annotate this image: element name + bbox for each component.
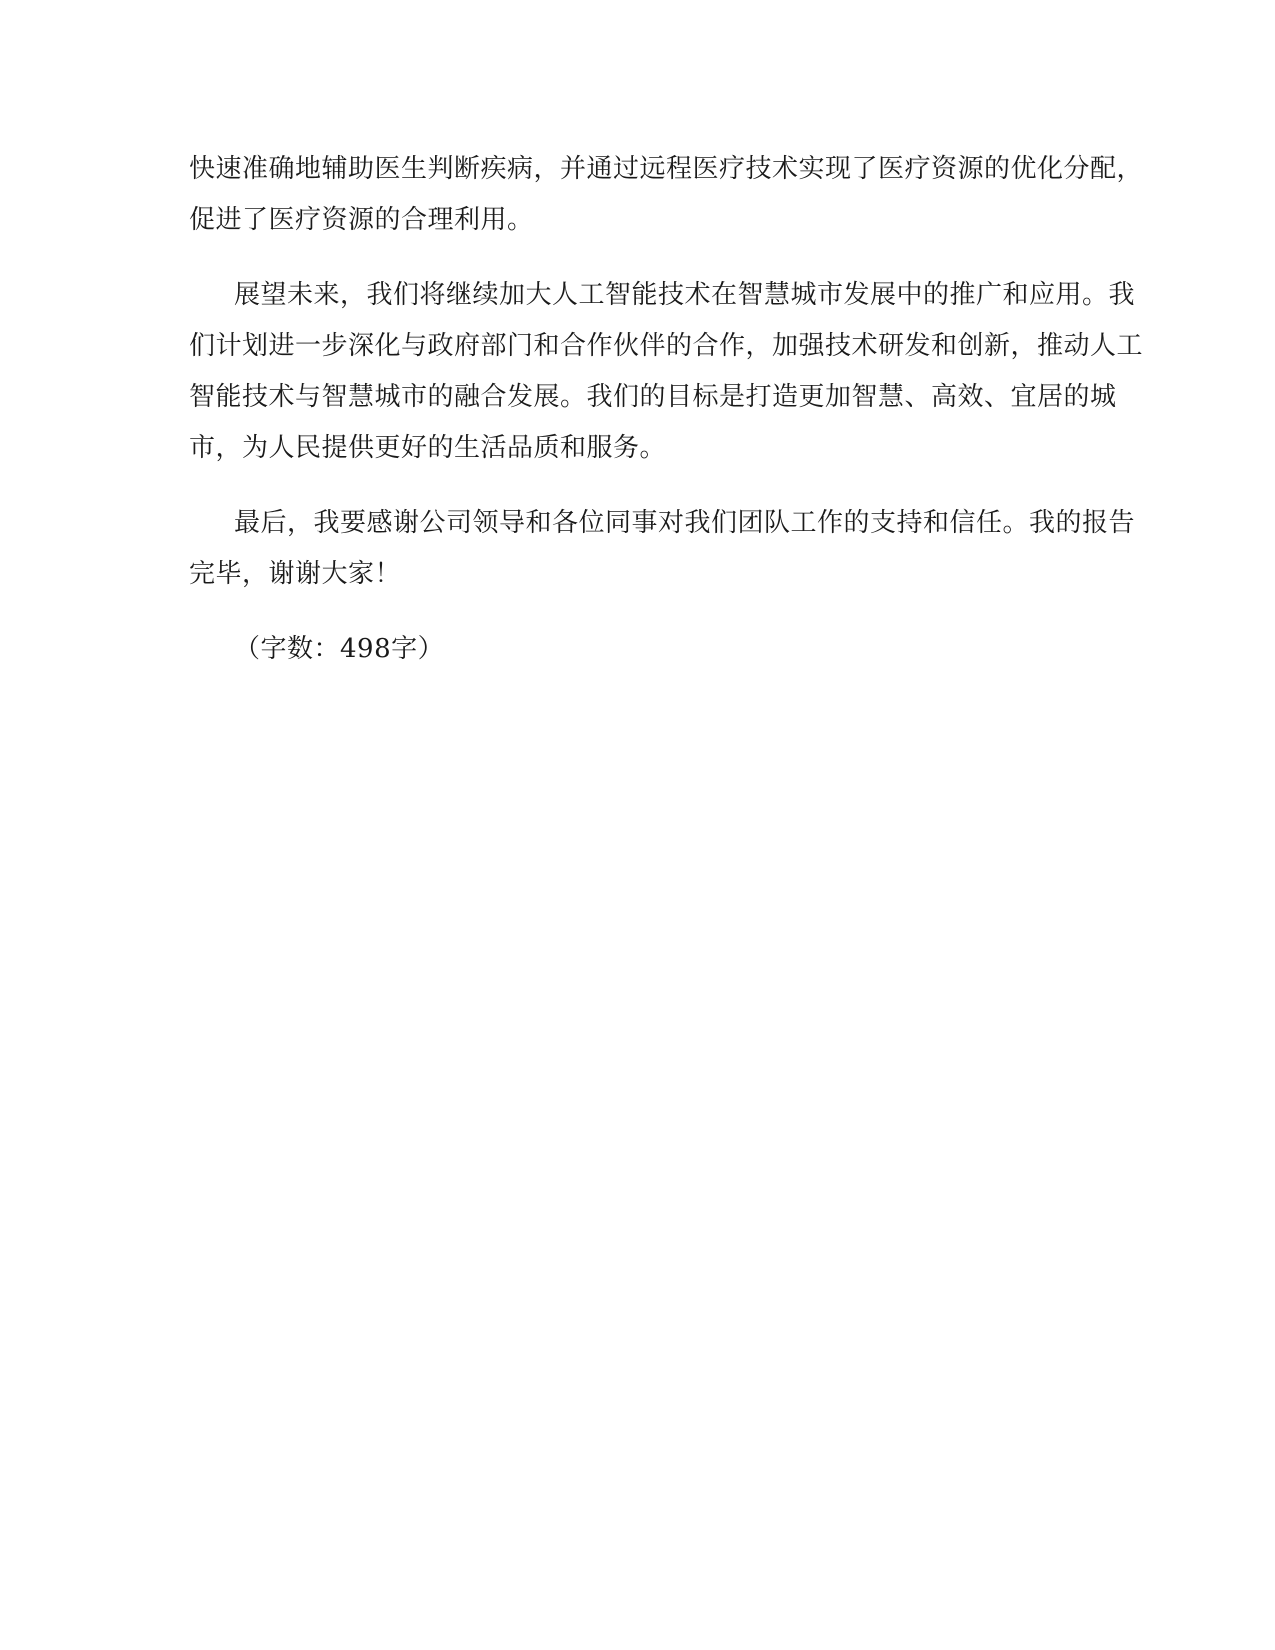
paragraph-line: 市，为人民提供更好的生活品质和服务。	[189, 433, 667, 463]
paragraph-closing	[189, 498, 1136, 600]
word-count-note: （字数：498字）	[234, 634, 445, 664]
paragraph-line: 快速准确地辅助医生判断疾病，并通过远程医疗技术实现了医疗资源的优化分配，	[189, 154, 1144, 184]
paragraph-line: 们计划进一步深化与政府部门和合作伙伴的合作，加强技术研发和创新，推动人工	[189, 331, 1144, 361]
paragraph-line: 最后，我要感谢公司领导和各位同事对我们团队工作的支持和信任。我的报告	[234, 508, 1136, 538]
paragraph-medical-summary	[189, 144, 1144, 246]
document-body	[189, 144, 1144, 675]
paragraph-line: 完毕，谢谢大家！	[189, 559, 402, 589]
paragraph-line: 展望未来，我们将继续加大人工智能技术在智慧城市发展中的推广和应用。我	[234, 280, 1136, 310]
paragraph-outlook	[189, 270, 1144, 474]
paragraph-line: 智能技术与智慧城市的融合发展。我们的目标是打造更加智慧、高效、宜居的城	[189, 382, 1117, 412]
paragraph-line: 促进了医疗资源的合理利用。	[189, 205, 534, 235]
